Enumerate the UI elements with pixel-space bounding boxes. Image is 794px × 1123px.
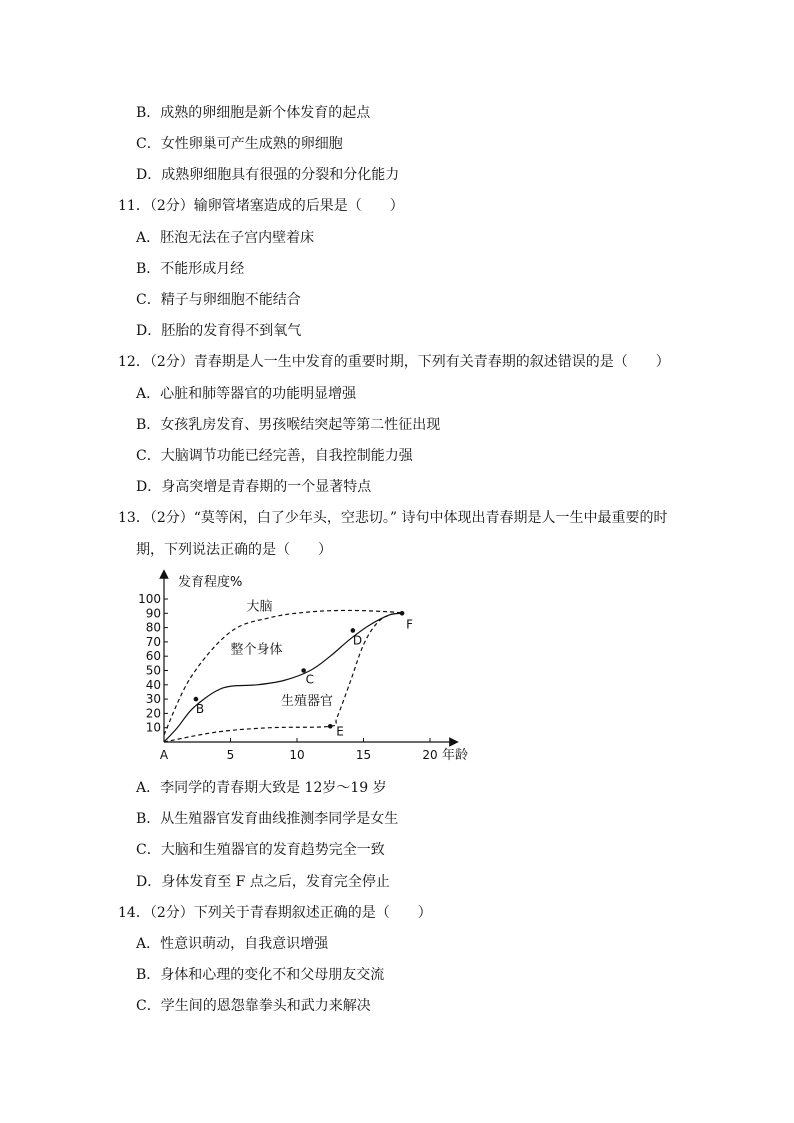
point-label: E	[336, 724, 344, 739]
q11-option-a: A．胚泡无法在子宫内壁着床	[136, 230, 315, 246]
data-point	[400, 611, 405, 616]
q13-stem-line2: 期，下列说法正确的是（ ）	[136, 542, 332, 558]
q13-stem-line1: 13．（2分）“莫等闲，白了少年头，空悲切。” 诗句中体现出青春期是人一生中最重要的时	[118, 510, 668, 526]
y-tick-label: 40	[145, 677, 161, 692]
q12-option-b: B．女孩乳房发育、男孩喉结突起等第二性征出现	[136, 417, 441, 433]
data-point	[351, 628, 356, 633]
q14-stem: 14．（2分）下列关于青春期叙述正确的是（ ）	[118, 905, 432, 921]
origin-label: A	[159, 748, 169, 762]
q14-option-a: A．性意识萌动，自我意识增强	[136, 936, 329, 952]
q11-option-c: C．精子与卵细胞不能结合	[136, 292, 301, 308]
y-tick-label: 50	[145, 663, 161, 678]
q12-option-c: C．大脑调节功能已经完善，自我控制能力强	[136, 448, 413, 464]
point-label: D	[352, 633, 363, 648]
y-axis-label: 发育程度%	[178, 575, 243, 590]
y-tick-label: 20	[145, 706, 161, 721]
point-label: F	[406, 617, 413, 632]
q12-option-d: D．身高突增是青春期的一个显著特点	[136, 479, 372, 495]
q11-stem: 11．（2分）输卵管堵塞造成的后果是（ ）	[118, 198, 404, 214]
x-tick-label: 15	[355, 748, 372, 762]
q14-option-c: C．学生间的恩怨靠拳头和武力来解决	[136, 998, 371, 1014]
x-tick-label: 20	[422, 748, 438, 762]
y-tick-label: 100	[138, 592, 161, 606]
q11-option-b: B．不能形成月经	[136, 261, 245, 277]
q13-option-a: A．李同学的青春期大致是 12岁～19 岁	[136, 780, 387, 796]
development-chart	[138, 568, 470, 766]
q12-stem: 12．（2分）青春期是人一生中发育的重要时期，下列有关青春期的叙述错误的是（ ）	[118, 354, 670, 370]
x-axis-label: 年龄	[442, 748, 469, 763]
series-label: 整个身体	[230, 642, 283, 658]
point-label: C	[305, 672, 315, 687]
y-tick-label: 10	[145, 720, 161, 735]
x-tick-label: 10	[289, 748, 305, 762]
q13-option-c: C．大脑和生殖器官的发育趋势完全一致	[136, 842, 385, 858]
q10-option-b: B．成熟的卵细胞是新个体发育的起点	[136, 105, 371, 121]
y-tick-label: 70	[145, 634, 161, 649]
series-line-1	[164, 613, 403, 742]
q13-option-b: B．从生殖器官发育曲线推测李同学是女生	[136, 811, 399, 827]
series-label: 生殖器官	[281, 693, 334, 709]
y-tick-label: 90	[145, 606, 161, 621]
x-tick-label: 5	[226, 748, 235, 762]
series-line-2	[164, 613, 403, 742]
q13-option-d: D．身体发育至 F 点之后，发育完全停止	[136, 874, 390, 890]
point-label: B	[195, 702, 205, 717]
data-point	[194, 697, 199, 702]
y-tick-label: 80	[145, 620, 161, 635]
series-label: 大脑	[246, 599, 273, 615]
y-tick-label: 30	[145, 692, 161, 707]
q10-option-c: C．女性卵巢可产生成熟的卵细胞	[136, 136, 343, 152]
data-point	[328, 724, 333, 729]
q12-option-a: A．心脏和肺等器官的功能明显增强	[136, 386, 357, 402]
series-line-0	[164, 610, 403, 734]
q10-option-d: D．成熟卵细胞具有很强的分裂和分化能力	[136, 167, 400, 183]
y-tick-label: 60	[145, 649, 161, 664]
q14-option-b: B．身体和心理的变化不和父母朋友交流	[136, 967, 385, 983]
q11-option-d: D．胚胎的发育得不到氧气	[136, 323, 302, 339]
